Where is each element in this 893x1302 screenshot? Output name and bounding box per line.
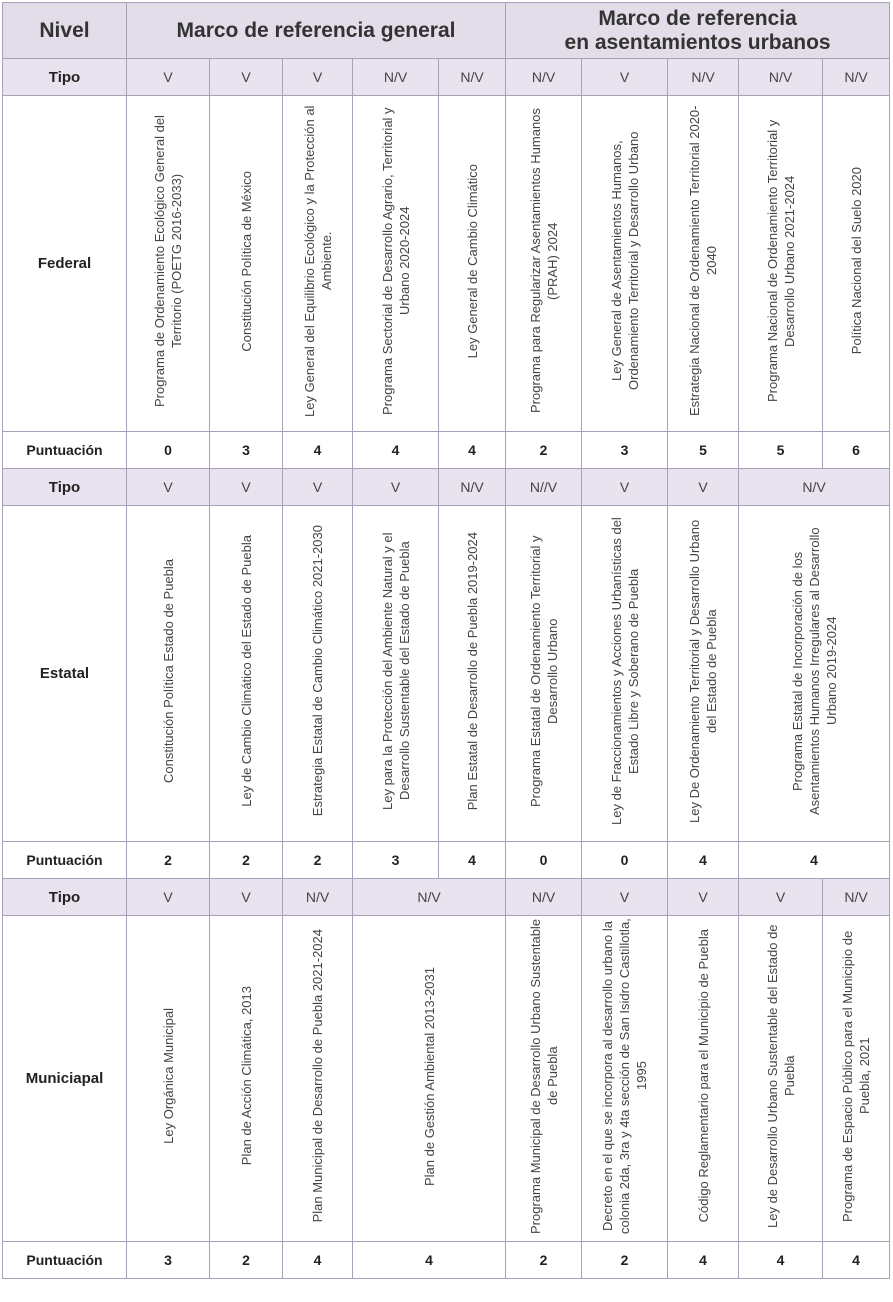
doc-title: Ley para la Protección del Ambiente Natural y el Desarrollo Sustentable del Estado de Puebla bbox=[379, 532, 412, 810]
tipo-value: N/V bbox=[353, 879, 506, 916]
doc-title: Ley General de Asentamientos Humanos, Ordenamiento Territorial y Desarrollo Urbano bbox=[608, 131, 641, 391]
doc-cell bbox=[439, 506, 506, 842]
puntuacion-label: Puntuación bbox=[3, 842, 127, 879]
doc-cell bbox=[506, 506, 582, 842]
score-value: 4 bbox=[823, 1242, 890, 1279]
doc-cell bbox=[127, 916, 210, 1242]
score-value: 4 bbox=[283, 1242, 353, 1279]
level-label-federal: Federal bbox=[3, 96, 127, 432]
nivel-header: Nivel bbox=[3, 3, 127, 59]
doc-cell bbox=[582, 506, 668, 842]
tipo-value: N/V bbox=[739, 469, 890, 506]
doc-cell bbox=[353, 96, 439, 432]
estatal-score-row bbox=[3, 842, 890, 879]
doc-title: Ley General del Equilibrio Ecológico y la Protección al Ambiente. bbox=[301, 105, 334, 417]
doc-cell bbox=[582, 916, 668, 1242]
estatal-docs-row bbox=[3, 506, 890, 842]
score-value: 0 bbox=[506, 842, 582, 879]
doc-title: Programa de Espacio Público para el Municipio de Puebla, 2021 bbox=[840, 930, 873, 1222]
doc-title: Programa de Ordenamiento Ecológico General del Territorio (POETG 2016-2033) bbox=[152, 115, 184, 407]
tipo-value: V bbox=[283, 59, 353, 96]
doc-title: Programa Estatal de Incorporación de los Asentamientos Humanos Irregulares al Desarrollo Urbano 2019-2024 bbox=[789, 527, 839, 815]
score-value: 0 bbox=[582, 842, 668, 879]
doc-title: Ley Orgánica Municipal bbox=[160, 1008, 176, 1144]
marco-general-header: Marco de referencia general bbox=[127, 3, 506, 59]
doc-title: Constitución Política Estado de Puebla bbox=[160, 558, 176, 784]
doc-title: Plan de Acción Climática, 2013 bbox=[238, 986, 254, 1166]
tipo-value: N/V bbox=[823, 59, 890, 96]
doc-title: Programa Municipal de Desarrollo Urbano Sustentable de Puebla bbox=[527, 918, 560, 1234]
doc-cell bbox=[210, 506, 283, 842]
tipo-value: N/V bbox=[739, 59, 823, 96]
tipo-value: V bbox=[582, 59, 668, 96]
level-label-municipal: Municiapal bbox=[3, 916, 127, 1242]
doc-title: Ley de Cambio Climático del Estado de Puebla bbox=[238, 535, 254, 807]
doc-cell bbox=[283, 916, 353, 1242]
score-value: 2 bbox=[210, 1242, 283, 1279]
doc-cell bbox=[283, 96, 353, 432]
score-value: 4 bbox=[739, 842, 890, 879]
doc-cell bbox=[439, 96, 506, 432]
tipo-value: N/V bbox=[668, 59, 739, 96]
score-value: 2 bbox=[127, 842, 210, 879]
score-value: 4 bbox=[439, 842, 506, 879]
score-value: 4 bbox=[283, 432, 353, 469]
municipal-score-row bbox=[3, 1242, 890, 1279]
doc-title: Plan Estatal de Desarrollo de Puebla 2019-2024 bbox=[464, 531, 480, 811]
doc-title: Ley de Fraccionamientos y Acciones Urbanísticas del Estado Libre y Soberano de Puebla bbox=[608, 517, 641, 825]
score-value: 4 bbox=[353, 1242, 506, 1279]
doc-cell bbox=[739, 506, 890, 842]
score-value: 2 bbox=[283, 842, 353, 879]
federal-tipo-row bbox=[3, 59, 890, 96]
tipo-value: N/V bbox=[823, 879, 890, 916]
doc-title: Plan de Gestión Ambiental 2013-2031 bbox=[421, 966, 437, 1186]
doc-cell bbox=[668, 916, 739, 1242]
doc-cell bbox=[210, 916, 283, 1242]
doc-title: Constitución Política de México bbox=[238, 170, 254, 352]
tipo-value: V bbox=[668, 879, 739, 916]
tipo-value: V bbox=[210, 59, 283, 96]
doc-title: Plan Municipal de Desarrollo de Puebla 2021-2024 bbox=[310, 929, 325, 1223]
score-value: 4 bbox=[739, 1242, 823, 1279]
score-value: 5 bbox=[739, 432, 823, 469]
score-value: 2 bbox=[506, 432, 582, 469]
doc-title: Programa Nacional de Ordenamiento Territorial y Desarrollo Urbano 2021-2024 bbox=[764, 119, 797, 403]
score-value: 5 bbox=[668, 432, 739, 469]
tipo-value: V bbox=[668, 469, 739, 506]
doc-cell bbox=[668, 96, 739, 432]
federal-docs-row bbox=[3, 96, 890, 432]
header-row bbox=[3, 3, 890, 59]
tipo-label: Tipo bbox=[3, 879, 127, 916]
municipal-docs-row bbox=[3, 916, 890, 1242]
doc-title: Ley de Desarrollo Urbano Sustentable del Estado de Puebla bbox=[764, 924, 797, 1228]
doc-title: Programa Sectorial de Desarrollo Agrario, Territorial y Urbano 2020-2024 bbox=[379, 107, 412, 415]
doc-title: Programa para Regularizar Asentamientos Humanos (PRAH) 2024 bbox=[527, 108, 560, 414]
doc-cell bbox=[210, 96, 283, 432]
tipo-value: N/V bbox=[439, 59, 506, 96]
tipo-value: V bbox=[582, 879, 668, 916]
score-value: 2 bbox=[210, 842, 283, 879]
tipo-value: N/V bbox=[506, 879, 582, 916]
municipal-tipo-row bbox=[3, 879, 890, 916]
doc-cell bbox=[353, 506, 439, 842]
policy-framework-table bbox=[2, 2, 890, 1279]
federal-score-row bbox=[3, 432, 890, 469]
doc-title: Política Nacional del Suelo 2020 bbox=[848, 167, 864, 355]
doc-cell bbox=[739, 916, 823, 1242]
score-value: 3 bbox=[210, 432, 283, 469]
doc-cell bbox=[823, 916, 890, 1242]
tipo-value: V bbox=[353, 469, 439, 506]
tipo-value: N/V bbox=[283, 879, 353, 916]
marco-urbano-line1: Marco de referencia bbox=[598, 6, 797, 30]
doc-cell bbox=[739, 96, 823, 432]
tipo-value: V bbox=[739, 879, 823, 916]
tipo-value: N/V bbox=[506, 59, 582, 96]
score-value: 3 bbox=[582, 432, 668, 469]
tipo-value: V bbox=[127, 469, 210, 506]
score-value: 2 bbox=[582, 1242, 668, 1279]
estatal-tipo-row bbox=[3, 469, 890, 506]
score-value: 4 bbox=[439, 432, 506, 469]
tipo-label: Tipo bbox=[3, 59, 127, 96]
tipo-value: N//V bbox=[506, 469, 582, 506]
tipo-label: Tipo bbox=[3, 469, 127, 506]
marco-urbano-header bbox=[506, 3, 890, 59]
doc-title: Código Reglamentario para el Municipio de Puebla bbox=[695, 929, 711, 1223]
doc-title: Decreto en el que se incorpora al desarrollo urbano la colonia 2da, 3ra y 4ta sección de San Isidro Castillotla, 1995 bbox=[600, 918, 650, 1234]
puntuacion-label: Puntuación bbox=[3, 432, 127, 469]
tipo-value: V bbox=[127, 879, 210, 916]
tipo-value: V bbox=[283, 469, 353, 506]
doc-title: Ley General de Cambio Climático bbox=[464, 163, 480, 359]
score-value: 4 bbox=[668, 1242, 739, 1279]
tipo-value: V bbox=[127, 59, 210, 96]
doc-cell bbox=[353, 916, 506, 1242]
score-value: 4 bbox=[353, 432, 439, 469]
puntuacion-label: Puntuación bbox=[3, 1242, 127, 1279]
doc-title: Programa Estatal de Ordenamiento Territorial y Desarrollo Urbano bbox=[527, 535, 560, 807]
doc-title: Ley De Ordenamiento Territorial y Desarrollo Urbano del Estado de Puebla bbox=[687, 519, 720, 823]
doc-cell bbox=[506, 916, 582, 1242]
tipo-value: N/V bbox=[353, 59, 439, 96]
score-value: 4 bbox=[668, 842, 739, 879]
score-value: 2 bbox=[506, 1242, 582, 1279]
tipo-value: V bbox=[210, 879, 283, 916]
doc-title: Estrategia Nacional de Ordenamiento Territorial 2020-2040 bbox=[687, 105, 720, 417]
score-value: 3 bbox=[353, 842, 439, 879]
doc-cell bbox=[127, 506, 210, 842]
doc-cell bbox=[823, 96, 890, 432]
tipo-value: V bbox=[210, 469, 283, 506]
level-label-estatal: Estatal bbox=[3, 506, 127, 842]
doc-cell bbox=[506, 96, 582, 432]
marco-urbano-line2: en asentamientos urbanos bbox=[564, 30, 831, 54]
tipo-value: V bbox=[582, 469, 668, 506]
score-value: 6 bbox=[823, 432, 890, 469]
doc-cell bbox=[668, 506, 739, 842]
score-value: 0 bbox=[127, 432, 210, 469]
doc-title: Estrategia Estatal de Cambio Climático 2021-2030 bbox=[310, 525, 325, 817]
score-value: 3 bbox=[127, 1242, 210, 1279]
doc-cell bbox=[127, 96, 210, 432]
tipo-value: N/V bbox=[439, 469, 506, 506]
doc-cell bbox=[582, 96, 668, 432]
doc-cell bbox=[283, 506, 353, 842]
